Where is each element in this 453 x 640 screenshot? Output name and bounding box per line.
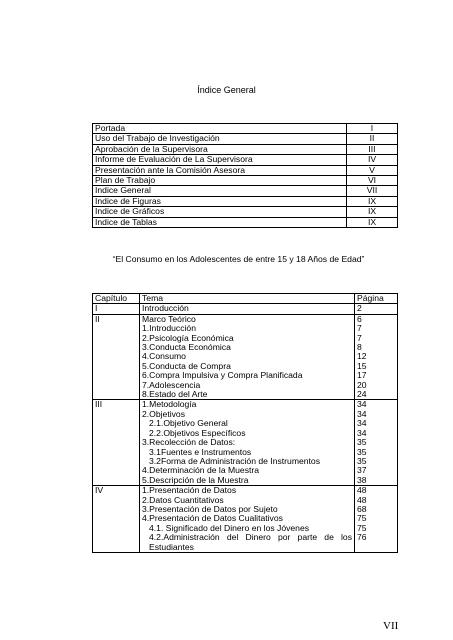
toc-chapter bbox=[93, 476, 140, 486]
front-matter-label: Indice de Tablas bbox=[93, 217, 347, 227]
toc-chapter bbox=[93, 429, 140, 438]
front-matter-label: Indice de Figuras bbox=[93, 196, 347, 206]
front-matter-label: Aprobación de la Supervisora bbox=[93, 144, 347, 154]
toc-row bbox=[93, 304, 398, 314]
front-matter-row bbox=[93, 124, 398, 134]
front-matter-value: IX bbox=[347, 217, 398, 227]
toc-row bbox=[93, 390, 398, 400]
toc-row bbox=[93, 533, 398, 552]
front-matter-label: Presentación ante la Comisión Asesora bbox=[93, 165, 347, 175]
toc-page: 75 bbox=[355, 514, 398, 523]
toc-row bbox=[93, 381, 398, 390]
front-matter-value: IV bbox=[347, 155, 398, 165]
front-matter-label: Informe de Evaluación de La Supervisora bbox=[93, 155, 347, 165]
toc-topic: 2.Datos Cuantitativos bbox=[140, 496, 355, 505]
toc-page: 7 bbox=[355, 334, 398, 343]
toc-page: 6 bbox=[355, 314, 398, 324]
front-matter-label: Uso del Trabajo de Investigación bbox=[93, 134, 347, 144]
toc-topic: 3.1Fuentes e Instrumentos bbox=[140, 448, 355, 457]
front-matter-value: II bbox=[347, 134, 398, 144]
toc-topic: 1.Introducción bbox=[140, 324, 355, 333]
toc-page: 48 bbox=[355, 486, 398, 496]
toc-topic: 1.Presentación de Datos bbox=[140, 486, 355, 496]
page-title: Índice General bbox=[197, 85, 256, 95]
toc-chapter bbox=[93, 352, 140, 361]
toc-row bbox=[93, 476, 398, 486]
toc-topic: Introducción bbox=[140, 304, 355, 314]
toc-topic: 4.Determinación de la Muestra bbox=[140, 466, 355, 475]
toc-chapter bbox=[93, 466, 140, 475]
front-matter-value: III bbox=[347, 144, 398, 154]
toc-row bbox=[93, 410, 398, 419]
toc-chapter bbox=[93, 419, 140, 428]
toc-topic: Marco Teórico bbox=[140, 314, 355, 324]
toc-page: 68 bbox=[355, 505, 398, 514]
toc-chapter bbox=[93, 410, 140, 419]
toc-topic: 8.Estado del Arte bbox=[140, 390, 355, 400]
toc-topic: 3.Conducta Económica bbox=[140, 343, 355, 352]
toc-header-chapter: Capítulo bbox=[93, 294, 140, 304]
document-subtitle: “El Consumo en los Adolescentes de entre 15 y 18 Años de Edad” bbox=[112, 254, 365, 264]
toc-topic: 2.Objetivos bbox=[140, 410, 355, 419]
toc-chapter bbox=[93, 343, 140, 352]
front-matter-value: VI bbox=[347, 176, 398, 186]
front-matter-value: I bbox=[347, 124, 398, 134]
front-matter-row bbox=[93, 207, 398, 217]
front-matter-table bbox=[92, 123, 398, 228]
front-matter-value: V bbox=[347, 165, 398, 175]
toc-chapter bbox=[93, 505, 140, 514]
toc-chapter bbox=[93, 514, 140, 523]
toc-topic: 1.Metodología bbox=[140, 400, 355, 410]
toc-page: 15 bbox=[355, 362, 398, 371]
toc-page: 48 bbox=[355, 496, 398, 505]
toc-page: 34 bbox=[355, 400, 398, 410]
toc-page: 20 bbox=[355, 381, 398, 390]
toc-page: 17 bbox=[355, 371, 398, 380]
toc-page: 8 bbox=[355, 343, 398, 352]
toc-row bbox=[93, 371, 398, 380]
toc-topic: 2.Psicología Económica bbox=[140, 334, 355, 343]
toc-row bbox=[93, 352, 398, 361]
toc-header-row bbox=[93, 294, 398, 304]
toc-chapter bbox=[93, 371, 140, 380]
front-matter-row bbox=[93, 196, 398, 206]
toc-page: 2 bbox=[355, 304, 398, 314]
front-matter-row bbox=[93, 217, 398, 227]
toc-page: 7 bbox=[355, 324, 398, 333]
toc-row bbox=[93, 334, 398, 343]
front-matter-label: Indice de Gráficos bbox=[93, 207, 347, 217]
toc-topic: 2.2.Objetivos Específicos bbox=[140, 429, 355, 438]
toc-chapter bbox=[93, 533, 140, 552]
toc-page: 34 bbox=[355, 410, 398, 419]
toc-topic: 3.Presentación de Datos por Sujeto bbox=[140, 505, 355, 514]
toc-chapter bbox=[93, 324, 140, 333]
toc-row bbox=[93, 486, 398, 496]
toc-header-page: Página bbox=[355, 294, 398, 304]
toc-topic: 4.Consumo bbox=[140, 352, 355, 361]
toc-page: 24 bbox=[355, 390, 398, 400]
toc-page: 75 bbox=[355, 524, 398, 533]
toc-page: 37 bbox=[355, 466, 398, 475]
toc-chapter: I bbox=[93, 304, 140, 314]
toc-row bbox=[93, 324, 398, 333]
toc-topic: 5.Descripción de la Muestra bbox=[140, 476, 355, 486]
front-matter-value: IX bbox=[347, 196, 398, 206]
front-matter-row bbox=[93, 176, 398, 186]
toc-row bbox=[93, 429, 398, 438]
toc-page: 35 bbox=[355, 448, 398, 457]
toc-topic: 6.Compra Impulsiva y Compra Planificada bbox=[140, 371, 355, 380]
toc-page: 35 bbox=[355, 438, 398, 447]
toc-chapter: II bbox=[93, 314, 140, 324]
toc-header-topic: Tema bbox=[140, 294, 355, 304]
toc-topic: 7.Adolescencia bbox=[140, 381, 355, 390]
toc-topic: 4.Presentación de Datos Cualitativos bbox=[140, 514, 355, 523]
toc-chapter bbox=[93, 390, 140, 400]
front-matter-label: Indice General bbox=[93, 186, 347, 196]
front-matter-value: IX bbox=[347, 207, 398, 217]
toc-page: 34 bbox=[355, 429, 398, 438]
toc-chapter bbox=[93, 496, 140, 505]
toc-row bbox=[93, 314, 398, 324]
toc-page: 35 bbox=[355, 457, 398, 466]
toc-topic: 5.Conducta de Compra bbox=[140, 362, 355, 371]
front-matter-row bbox=[93, 144, 398, 154]
toc-table bbox=[92, 293, 398, 553]
toc-chapter bbox=[93, 524, 140, 533]
toc-chapter bbox=[93, 381, 140, 390]
toc-chapter bbox=[93, 362, 140, 371]
front-matter-row bbox=[93, 134, 398, 144]
toc-row bbox=[93, 400, 398, 410]
page-number: VII bbox=[383, 620, 399, 632]
front-matter-value: VII bbox=[347, 186, 398, 196]
toc-page: 12 bbox=[355, 352, 398, 361]
toc-chapter: IV bbox=[93, 486, 140, 496]
front-matter-label: Plan de Trabajo bbox=[93, 176, 347, 186]
toc-chapter bbox=[93, 334, 140, 343]
toc-topic: 3.2Forma de Administración de Instrumentos bbox=[140, 457, 355, 466]
toc-chapter: III bbox=[93, 400, 140, 410]
toc-row bbox=[93, 343, 398, 352]
toc-page: 76 bbox=[355, 533, 398, 552]
toc-chapter bbox=[93, 438, 140, 447]
toc-chapter bbox=[93, 457, 140, 466]
toc-topic: 4.1. Significado del Dinero en los Jóvenes bbox=[140, 524, 355, 533]
toc-chapter bbox=[93, 448, 140, 457]
front-matter-row bbox=[93, 165, 398, 175]
front-matter-row bbox=[93, 186, 398, 196]
toc-topic: 2.1.Objetivo General bbox=[140, 419, 355, 428]
toc-topic: 3.Recolección de Datos: bbox=[140, 438, 355, 447]
front-matter-label: Portada bbox=[93, 124, 347, 134]
toc-page: 34 bbox=[355, 419, 398, 428]
toc-topic: 4.2.Administración del Dinero por parte de los Estudiantes bbox=[140, 533, 355, 552]
front-matter-row bbox=[93, 155, 398, 165]
toc-page: 38 bbox=[355, 476, 398, 486]
